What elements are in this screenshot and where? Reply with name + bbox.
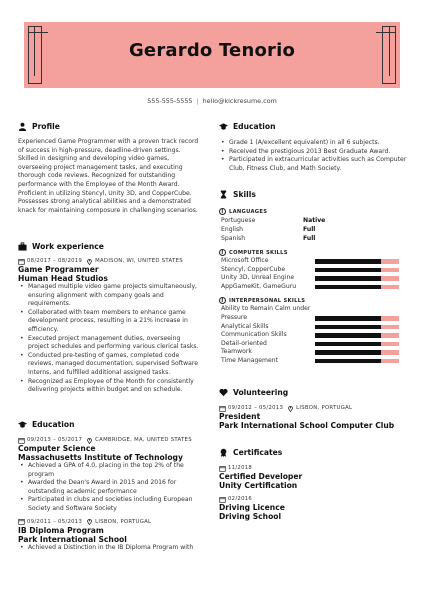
- email-link[interactable]: hello@kickresume.com: [202, 97, 277, 105]
- education-bullets: [18, 462, 200, 514]
- language-name: Spanish: [221, 235, 246, 242]
- skill-bar-fill: [315, 285, 381, 290]
- certificate-name: Driving Licence: [219, 503, 285, 512]
- profile-title: Profile: [32, 121, 60, 131]
- list-item: • Achieved a Distinction in the IB Diploma Program with: [18, 544, 200, 553]
- skill-name: AppGameKit, GameGuru: [221, 282, 297, 290]
- calendar-icon: [18, 518, 25, 525]
- skill-bar-fill: [315, 359, 381, 364]
- calendar-icon: [18, 258, 25, 265]
- computer-skills-label: COMPUTER SKILLS: [229, 249, 288, 256]
- skill-row: [219, 357, 407, 366]
- header-banner: [24, 22, 400, 88]
- list-item: • Conducted pre-testing of games, completed code reviews, managed documentation, supervised Software Interns, and fulfilled additional assigned tasks.: [18, 352, 200, 378]
- skill-row: [219, 340, 407, 349]
- skill-bar-fill: [315, 316, 381, 321]
- contact-line: [0, 97, 424, 105]
- skill-bar-fill: [315, 333, 381, 338]
- skill-bar: [315, 342, 399, 347]
- skill-name: Detail-oriented: [221, 339, 267, 347]
- certificates-title: Certificates: [233, 447, 283, 457]
- language-name: English: [221, 226, 244, 233]
- skill-bar: [315, 268, 399, 273]
- list-item: • Recognized as Employee of the Month for consistently delivering projects within budget and on schedule.: [18, 378, 200, 395]
- skill-row: [219, 274, 407, 283]
- location-pin-icon: [86, 437, 93, 444]
- interpersonal-skills-heading: [219, 296, 407, 305]
- skill-bar-fill: [315, 268, 381, 273]
- skill-row: [219, 348, 407, 357]
- languages-heading: [219, 207, 407, 216]
- list-item: • Participated in clubs and societies including European Society and Software Society: [18, 496, 200, 513]
- skill-bar: [315, 259, 399, 264]
- education-degree: Computer Science: [18, 444, 96, 453]
- person-icon: [18, 122, 27, 131]
- volunteering-location: LISBON, PORTUGAL: [296, 405, 353, 411]
- skill-name: Communication Skills: [221, 331, 287, 339]
- decorative-frame-right-line: [376, 32, 396, 33]
- list-item: • Awarded the Dean's Award in 2015 and 2016 for outstanding academic performance: [18, 479, 200, 496]
- education-meta: [18, 518, 200, 526]
- education-bullets: [219, 139, 407, 173]
- calendar-icon: [219, 465, 226, 472]
- volunteering-title: Volunteering: [233, 387, 289, 397]
- volunteering-org: Park International School Computer Club: [219, 421, 395, 430]
- skill-row: [219, 266, 407, 275]
- skill-bar-fill: [315, 350, 381, 355]
- list-item: • Achieved a GPA of 4.0, placing in the top 2% of the program: [18, 462, 200, 479]
- certificate-name: Certified Developer: [219, 472, 303, 481]
- profile-text: Experienced Game Programmer with a proven track record of success in high-pressure, deadline-driven settings. Skilled in designing and developing video games, overseeing project management tasks, and executing thorough code reviews. Recognized for outstanding performance with the Employee of the Month Award. Proficient in utilizing Stencyl, Unity 3D, and CopperCube. Possesses strong analytical abilities and a demonstrated knack for maintaining composure in challenging scenarios.: [18, 138, 199, 214]
- list-item: • Managed multiple video game projects simultaneously, ensuring alignment with company goals and requirements.: [18, 283, 200, 309]
- skill-name: Microsoft Office: [221, 257, 269, 264]
- info-icon: I: [219, 249, 226, 256]
- language-level: Full: [303, 226, 316, 233]
- profile-heading: [18, 120, 200, 132]
- skill-name: Analytical Skills: [221, 322, 269, 330]
- certificate-meta: [219, 495, 407, 503]
- list-item: • Collaborated with team members to enhance game development process, resulting in a 21% increase in efficiency.: [18, 309, 200, 335]
- skill-bar: [315, 276, 399, 281]
- education-heading: [18, 418, 200, 430]
- certificate-icon: [219, 448, 228, 457]
- skill-row: [219, 305, 407, 322]
- decorative-frame-left-line: [28, 32, 48, 33]
- contact-separator: |: [196, 97, 199, 105]
- skill-name: Time Management: [221, 356, 278, 364]
- list-item: • Participated in extracurricular activities such as Computer Club, Fitness Club, and Math Society.: [219, 156, 407, 173]
- location-pin-icon: [287, 405, 294, 412]
- skill-bar-fill: [315, 276, 381, 281]
- language-name: Portuguese: [221, 217, 256, 224]
- education-school: Massachusetts Institute of Technology: [18, 453, 183, 462]
- list-item: • Grade 1 (A/excellent equivalent) in all 6 subjects.: [219, 139, 407, 148]
- skill-bar: [315, 333, 399, 338]
- work-section: [18, 240, 200, 395]
- skill-row: [219, 331, 407, 340]
- education-title: Education: [233, 121, 276, 131]
- education-heading: [219, 120, 407, 132]
- calendar-icon: [219, 405, 226, 412]
- profile-section: [18, 120, 200, 215]
- location-pin-icon: [86, 258, 93, 265]
- skill-bar: [315, 325, 399, 330]
- language-row: [219, 234, 407, 243]
- education-school: Park International School: [18, 534, 127, 544]
- education-location: LISBON, PORTUGAL: [95, 518, 152, 525]
- work-dates: 08/2017 – 08/2019: [27, 258, 83, 264]
- certificate-date: 11/2018: [228, 465, 253, 471]
- work-company: Human Head Studios: [18, 274, 108, 283]
- education-meta: [18, 436, 200, 444]
- work-bullets: [18, 283, 200, 395]
- computer-skills-heading: [219, 248, 407, 257]
- language-level: Native: [303, 217, 326, 224]
- skill-name: Unity 3D, Unreal Engine: [221, 274, 295, 282]
- skills-section: [219, 188, 407, 366]
- skill-name: Ability to Remain Calm under Pressure: [221, 305, 311, 321]
- volunteering-meta: [219, 404, 407, 412]
- skill-bar-fill: [315, 259, 381, 264]
- location-pin-icon: [86, 518, 93, 525]
- skill-row: [219, 257, 407, 266]
- certificate-issuer: Driving School: [219, 512, 282, 521]
- skills-heading: [219, 188, 407, 200]
- calendar-icon: [219, 496, 226, 503]
- work-heading: [18, 240, 200, 252]
- certificates-section: [219, 446, 407, 521]
- certificate-issuer: Unity Certification: [219, 481, 298, 490]
- skill-bar: [315, 359, 399, 364]
- education-dates: 09/2013 – 05/2017: [27, 437, 83, 443]
- skill-row: [219, 323, 407, 332]
- work-meta: [18, 257, 200, 265]
- language-row: [219, 225, 407, 234]
- certificate-meta: [219, 464, 407, 472]
- interpersonal-skills-label: INTERPERSONAL SKILLS: [229, 297, 306, 304]
- skill-bar-fill: [315, 342, 381, 347]
- skill-row: [219, 283, 407, 292]
- skills-title: Skills: [233, 189, 256, 199]
- education-bullets: [18, 544, 200, 553]
- certificates-heading: [219, 446, 407, 458]
- calendar-icon: [18, 437, 25, 444]
- skill-bar: [315, 285, 399, 290]
- list-item: • Executed project management duties, overseeing project schedules and performing various clerical tasks.: [18, 335, 200, 352]
- briefcase-icon: [18, 242, 27, 251]
- graduation-cap-icon: [219, 122, 228, 131]
- education-degree: IB Diploma Program: [18, 525, 104, 535]
- hourglass-icon: [219, 190, 228, 199]
- list-item: • Received the prestigious 2013 Best Graduate Award.: [219, 148, 407, 157]
- work-role: Game Programmer: [18, 265, 99, 274]
- skill-bar: [315, 350, 399, 355]
- education-title: Education: [32, 419, 75, 429]
- volunteering-dates: 09/2012 – 05/2013: [228, 405, 284, 411]
- work-location: MADISON, WI, UNITED STATES: [95, 258, 183, 264]
- volunteering-section: [219, 386, 407, 430]
- language-row: [219, 216, 407, 225]
- volunteering-heading: [219, 386, 407, 398]
- heart-icon: [219, 388, 228, 397]
- languages-label: LANGUAGES: [229, 208, 268, 215]
- certificate-date: 02/2016: [228, 496, 253, 502]
- education-section: [18, 418, 200, 552]
- info-icon: I: [219, 297, 226, 304]
- work-title: Work experience: [32, 241, 104, 251]
- graduation-cap-icon: [18, 420, 27, 429]
- skill-name: Stencyl, CopperCube: [221, 265, 286, 273]
- education-continued-section: [219, 120, 407, 173]
- info-icon: I: [219, 208, 226, 215]
- skill-bar-fill: [315, 325, 381, 330]
- education-location: CAMBRIDGE, MA, UNITED STATES: [95, 437, 192, 443]
- language-level: Full: [303, 235, 316, 242]
- phone: 555-555-5555: [147, 97, 193, 105]
- education-dates: 09/2011 – 05/2013: [27, 518, 83, 525]
- volunteering-role: President: [219, 412, 261, 421]
- skill-bar: [315, 316, 399, 321]
- skill-name: Teamwork: [221, 348, 252, 356]
- candidate-name: Gerardo Tenorio: [128, 40, 296, 61]
